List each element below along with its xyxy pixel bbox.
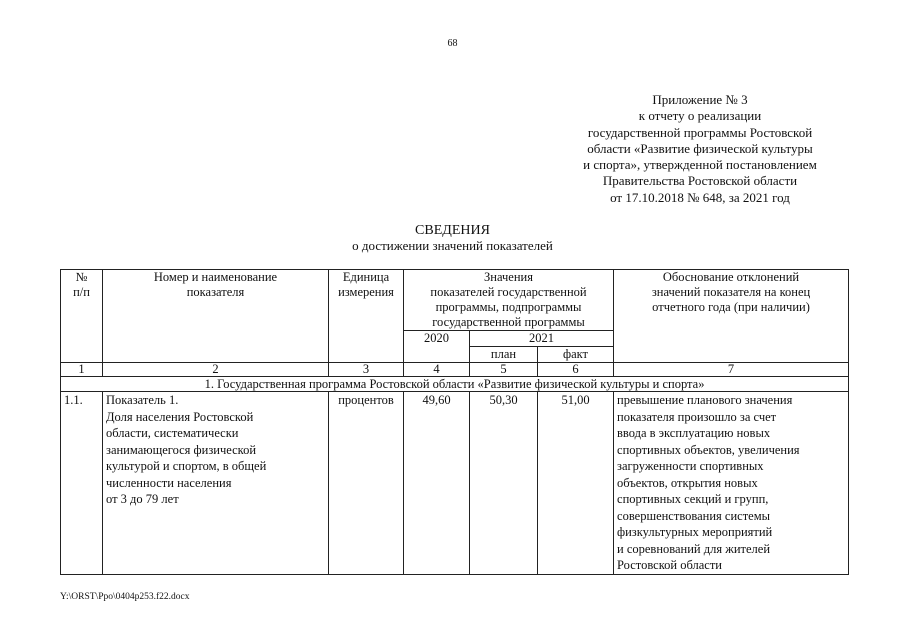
header-num: № п/п — [61, 270, 103, 363]
file-path-footer: Y:\ORST\Ppo\0404p253.f22.docx — [60, 592, 190, 602]
column-number: 2 — [103, 363, 329, 377]
document-title: СВЕДЕНИЯ — [415, 223, 490, 238]
row-indicator-name: Показатель 1. Доля населения Ростовской области, систематически занимающегося физической культурой и спортом, в общей численности населения от 3 до 79 лет — [103, 392, 329, 575]
header-justification: Обоснование отклонений значений показателя на конец отчетного года (при наличии) — [614, 270, 849, 363]
row-justification: превышение планового значения показателя произошло за счет ввода в эксплуатацию новых спортивных объектов, увеличения загруженности спортивных объектов, открытия новых спортивных секций и групп, совершенствования системы физкультурных мероприятий и соревнований для жителей Ростовской области — [614, 392, 849, 575]
table-row — [61, 392, 849, 575]
header-year-2021: 2021 — [470, 331, 614, 347]
row-value-2020: 49,60 — [404, 392, 470, 575]
column-number-row — [61, 363, 849, 377]
appendix-line: к отчету о реализации — [638, 108, 762, 124]
appendix-line: и спорта», утвержденной постановлением — [583, 157, 817, 173]
row-plan-2021: 50,30 — [470, 392, 538, 575]
appendix-note — [540, 92, 860, 206]
appendix-line: области «Развитие физической культуры — [587, 140, 813, 156]
column-number: 1 — [61, 363, 103, 377]
row-unit: процентов — [329, 392, 404, 575]
header-name: Номер и наименование показателя — [103, 270, 329, 363]
page-number: 68 — [447, 38, 458, 49]
column-number: 3 — [329, 363, 404, 377]
appendix-line: Правительства Ростовской области — [602, 173, 798, 189]
indicators-table — [60, 269, 849, 575]
row-num: 1.1. — [61, 392, 103, 575]
header-values: Значения показателей государственной программы, подпрограммы государственной программы — [404, 270, 614, 331]
column-number: 7 — [614, 363, 849, 377]
document-subtitle: о достижении значений показателей — [352, 238, 553, 253]
column-number: 5 — [470, 363, 538, 377]
appendix-line: от 17.10.2018 № 648, за 2021 год — [610, 189, 790, 205]
row-fact-2021: 51,00 — [538, 392, 614, 575]
header-fact: факт — [538, 347, 614, 363]
header-unit: Единица измерения — [329, 270, 404, 363]
header-year-2020: 2020 — [404, 331, 470, 363]
section-title: 1. Государственная программа Ростовской области «Развитие физической культуры и спорта» — [61, 377, 849, 392]
column-number: 4 — [404, 363, 470, 377]
header-plan: план — [470, 347, 538, 363]
appendix-line: государственной программы Ростовской — [587, 124, 813, 140]
column-number: 6 — [538, 363, 614, 377]
appendix-line: Приложение № 3 — [652, 92, 748, 107]
